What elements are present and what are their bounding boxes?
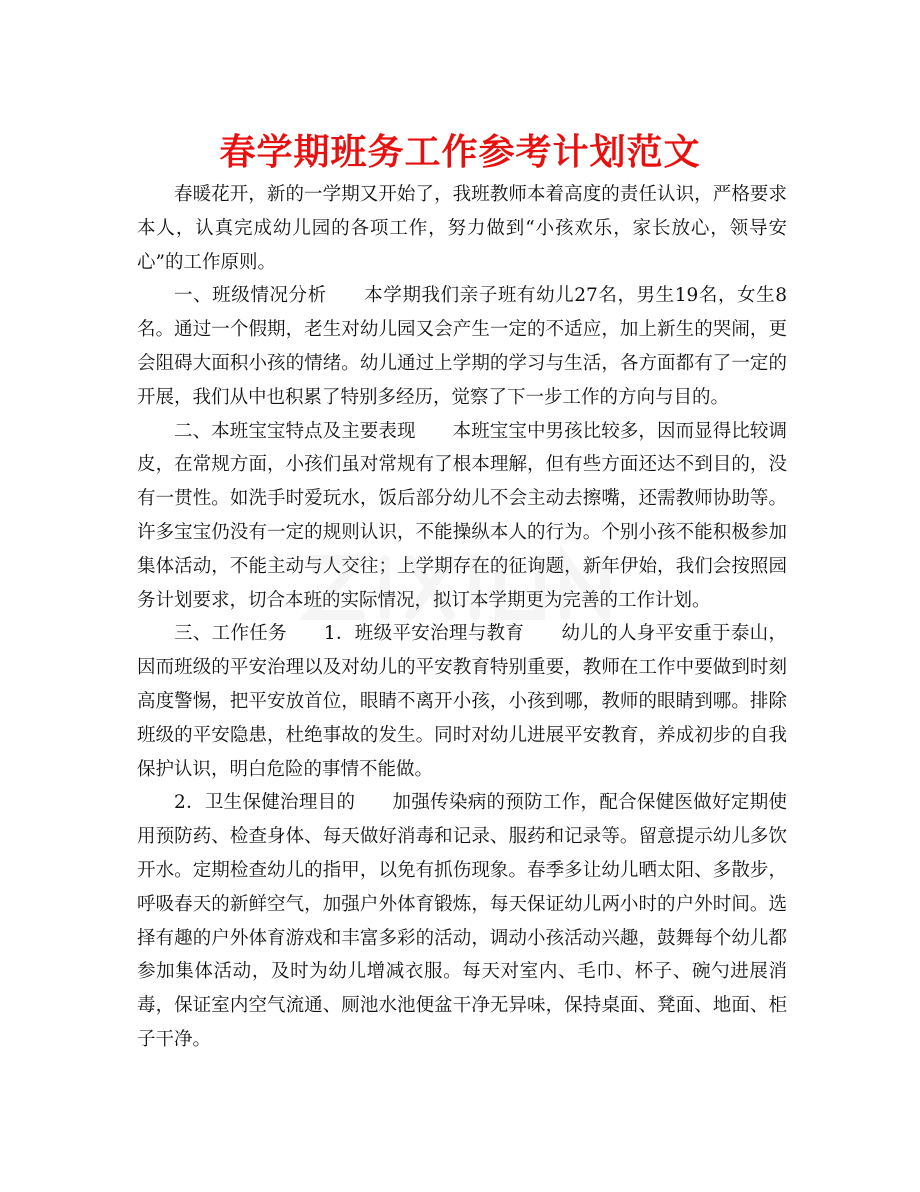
section-4-paragraph	[137, 786, 787, 1056]
section-1-paragraph	[137, 279, 787, 414]
document-title: 春学期班务工作参考计划范文	[219, 131, 701, 173]
section-4-text: 加强传染病的预防工作，配合保健医做好定期使用预防药、检查身体、每天做好消毒和记录、服药和记录等。留意提示幼儿多饮开水。定期检查幼儿的指甲，以免有抓伤现象。春季多让幼儿晒太阳、多散步，呼吸春天的新鲜空气，加强户外体育锻炼，每天保证幼儿两小时的户外时间。选择有趣的户外体育游戏和丰富多彩的活动，调动小孩活动兴趣，鼓舞每个幼儿都参加集体活动，及时为幼儿增减衣服。每天对室内、毛巾、杯子、碗勺进展消毒，保证室内空气流通、厕池水池便盆干净无异味，保持桌面、凳面、地面、柜子干净。	[137, 792, 787, 1050]
intro-paragraph: 春暖花开，新的一学期又开始了，我班教师本着高度的责任认识，严格要求本人，认真完成幼儿园的各项工作，努力做到“小孩欢乐，家长放心，领导安心”的工作原则。	[137, 184, 787, 273]
section-1-heading: 一、班级情况分析	[174, 285, 327, 307]
section-1-text: 本学期我们亲子班有幼儿27名，男生19名，女生8名。通过一个假期，老生对幼儿园又会产生一定的不适应，加上新生的哭闹，更会阻碍大面积小孩的情绪。幼儿通过上学期的学习与生活，各方面都有了一定的开展，我们从中也积累了特别多经历，觉察了下一步工作的方向与目的。	[137, 285, 787, 408]
section-3-paragraph	[137, 617, 787, 786]
section-2-text: 本班宝宝中男孩比较多，因而显得比较调皮，在常规方面，小孩们虽对常规有了根本理解，但有些方面还达不到目的，没有一贯性。如洗手时爱玩水，饭后部分幼儿不会主动去擦嘴，还需教师协助等。许多宝宝仍没有一定的规则认识，不能操纵本人的行为。个别小孩不能积极参加集体活动，不能主动与人交往；上学期存在的征询题，新年伊始，我们会按照园务计划要求，切合本班的实际情况，拟订本学期更为完善的工作计划。	[137, 420, 787, 611]
section-3-text: 幼儿的人身平安重于泰山，因而班级的平安治理以及对幼儿的平安教育特别重要，教师在工作中要做到时刻高度警惕，把平安放首位，眼睛不离开小孩，小孩到哪，教师的眼睛到哪。排除班级的平安隐患，杜绝事故的发生。同时对幼儿进展平安教育，养成初步的自我保护认识，明白危险的事情不能做。	[137, 623, 787, 780]
section-3-subheading: 1．班级平安治理与教育	[323, 623, 525, 645]
document-body	[137, 178, 787, 1057]
section-2-paragraph	[137, 415, 787, 618]
section-4-heading: 2．卫生保健治理目的	[174, 792, 356, 814]
section-3-heading: 三、工作任务	[174, 623, 287, 645]
section-2-heading: 二、本班宝宝特点及主要表现	[174, 420, 416, 442]
